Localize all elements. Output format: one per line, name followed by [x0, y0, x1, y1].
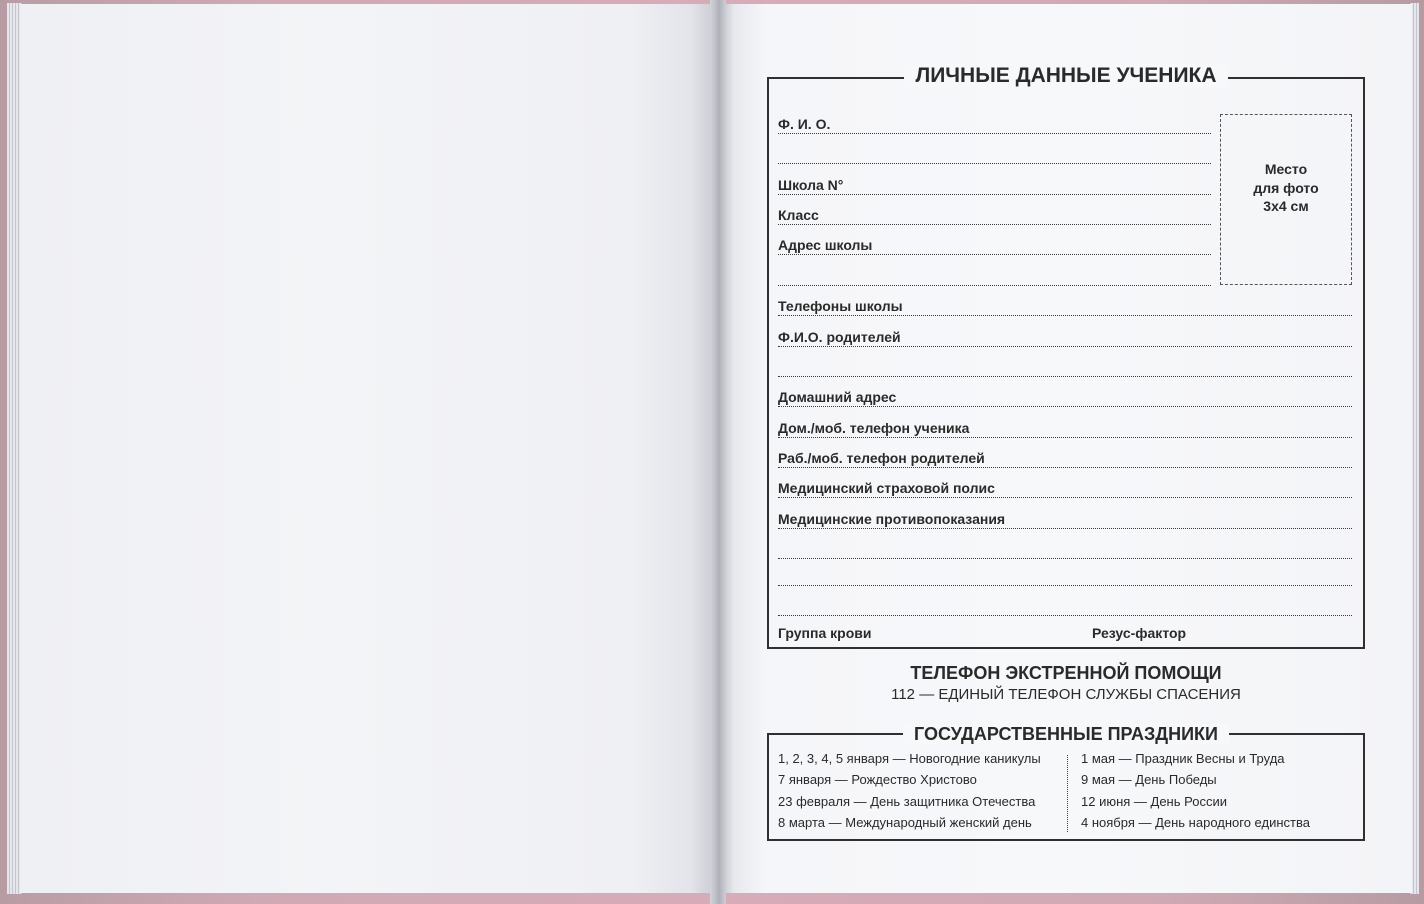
field-row-class	[778, 203, 1211, 225]
field-label-school-number: Школа N°	[778, 177, 844, 193]
field-row-contraindications	[778, 507, 1352, 529]
field-blank-line	[778, 355, 1352, 377]
field-blank-line	[778, 537, 1352, 559]
field-label-home-address: Домашний адрес	[778, 389, 897, 405]
field-blank-line	[778, 594, 1352, 616]
field-label-parents-names: Ф.И.О. родителей	[778, 329, 901, 345]
photo-placeholder	[1220, 114, 1352, 285]
personal-data-title-text: ЛИЧНЫЕ ДАННЫЕ УЧЕНИКА	[904, 64, 1227, 87]
emergency-phone-title: ТЕЛЕФОН ЭКСТРЕННОЙ ПОМОЩИ	[910, 663, 1222, 683]
holiday-item: 1, 2, 3, 4, 5 января — Новогодние каникулы	[778, 751, 1041, 766]
holiday-item: 1 мая — Праздник Весны и Труда	[1081, 751, 1285, 766]
field-row-home-address	[778, 385, 1352, 407]
holiday-item: 9 мая — День Победы	[1081, 772, 1217, 788]
field-blank-line	[778, 564, 1352, 586]
holidays-column-divider	[1067, 755, 1068, 832]
field-blank-line	[778, 142, 1211, 164]
field-row-school-number	[778, 173, 1211, 195]
field-label-school-address: Адрес школы	[778, 237, 873, 253]
field-label-class: Класс	[778, 207, 819, 223]
holiday-item: 12 июня — День России	[1081, 793, 1227, 809]
personal-data-title	[767, 64, 1365, 88]
emergency-phone-subtitle: 112 — ЕДИНЫЙ ТЕЛЕФОН СЛУЖБЫ СПАСЕНИЯ	[891, 686, 1241, 703]
field-row-parents-phone	[778, 446, 1352, 468]
field-row-full-name	[778, 112, 1211, 134]
notebook-fold	[710, 0, 726, 904]
holiday-item: 7 января — Рождество Христово	[778, 772, 977, 788]
holidays-right-column	[1081, 748, 1310, 833]
field-label-student-phone: Дом./моб. телефон ученика	[778, 420, 970, 436]
field-label-school-phones: Телефоны школы	[778, 298, 903, 314]
photo-placeholder-line: Место	[1264, 161, 1308, 177]
holidays-title-text: ГОСУДАРСТВЕННЫЕ ПРАЗДНИКИ	[903, 724, 1229, 744]
field-label-parents-phone: Раб./моб. телефон родителей	[778, 450, 985, 466]
field-label-insurance-policy: Медицинский страховой полис	[778, 480, 995, 496]
photo-placeholder-line: 3х4 см	[1263, 198, 1309, 214]
holidays-left-column	[778, 748, 1041, 833]
field-row-school-phones	[778, 294, 1352, 316]
blank-left-page	[20, 4, 712, 893]
field-row-school-address	[778, 233, 1211, 255]
photo-placeholder-line: для фото	[1253, 179, 1319, 196]
field-row-insurance-policy	[778, 476, 1352, 498]
field-blank-line	[778, 264, 1211, 286]
holidays-title	[767, 723, 1365, 745]
field-row-parents-names	[778, 325, 1352, 347]
field-label-full-name: Ф. И. О.	[778, 116, 831, 132]
holiday-item: 23 февраля — День защитника Отечества	[778, 793, 1036, 809]
field-row-student-phone	[778, 416, 1352, 438]
field-label-contraindications: Медицинские противопоказания	[778, 511, 1006, 527]
holiday-item: 8 марта — Международный женский день	[778, 814, 1032, 830]
holiday-item: 4 ноября — День народного единства	[1081, 814, 1310, 830]
field-label-rhesus-factor: Резус-фактор	[1092, 625, 1187, 641]
field-label-blood-group: Группа крови	[778, 625, 872, 641]
